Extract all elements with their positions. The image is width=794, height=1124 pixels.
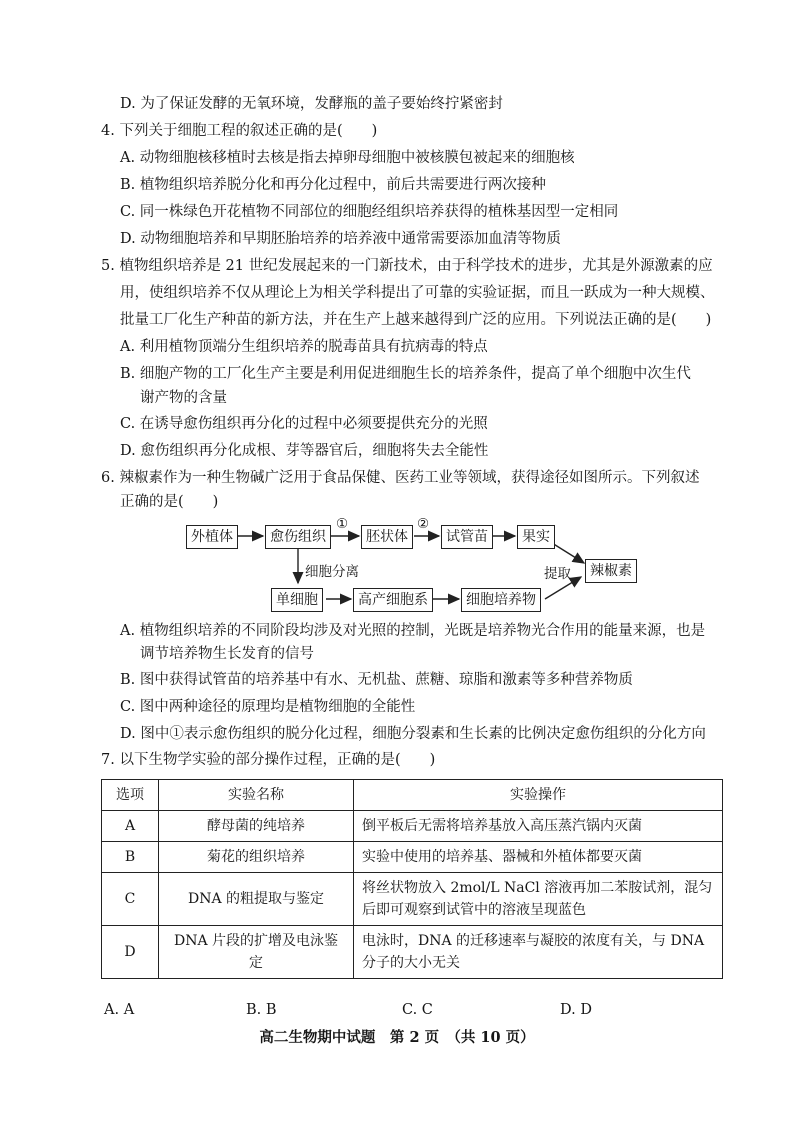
row-operation: 倒平板后无需将培养基放入高压蒸汽锅内灭菌: [354, 811, 723, 842]
header-experiment-operation: 实验操作: [354, 780, 723, 811]
row-experiment-name: DNA 的粗提取与鉴定: [159, 873, 354, 926]
header-experiment-name: 实验名称: [159, 780, 354, 811]
q6-option-a-line2: 调节培养物生长发育的信号: [140, 646, 314, 662]
q5-option-b-line1: B. 细胞产物的工厂化生产主要是利用促进细胞生长的培养条件，提高了单个细胞中次生代: [120, 366, 691, 382]
flow-node-high-yield-line: 高产细胞系: [353, 588, 433, 612]
row-operation: 将丝状物放入 2mol/L NaCl 溶液再加二苯胺试剂，混匀后即可观察到试管中的溶液呈现蓝色: [354, 873, 723, 926]
table-row: [102, 811, 723, 842]
q5-option-a: A. 利用植物顶端分生组织培养的脱毒苗具有抗病毒的特点: [120, 339, 488, 355]
q3-option-d: D. 为了保证发酵的无氧环境，发酵瓶的盖子要始终拧紧密封: [120, 96, 503, 112]
q5-stem-line1: 5. 植物组织培养是 21 世纪发展起来的一门新技术，由于科学技术的进步，尤其是外源激素的应: [101, 258, 713, 274]
row-operation: 电泳时，DNA 的迁移速率与凝胶的浓度有关，与 DNA 分子的大小无关: [354, 926, 723, 979]
row-experiment-name: 菊花的组织培养: [159, 842, 354, 873]
q4-option-a: A. 动物细胞核移植时去核是指去掉卵母细胞中被核膜包被起来的细胞核: [120, 150, 575, 166]
flow-node-cell-culture: 细胞培养物: [461, 588, 541, 612]
q7-choice-a: A. A: [104, 1002, 135, 1018]
q6-option-d: D. 图中①表示愈伤组织的脱分化过程，细胞分裂素和生长素的比例决定愈伤组织的分化方向: [120, 726, 706, 742]
q5-stem-line2: 用，使组织培养不仅从理论上为相关学科提出了可靠的实验证据，而且一跃成为一种大规模、: [120, 285, 715, 301]
flow-step-1-label: ①: [336, 516, 349, 532]
q5-option-b-line2: 谢产物的含量: [140, 390, 227, 406]
flow-node-explant: 外植体: [186, 525, 238, 549]
q7-choice-c: C. C: [402, 1002, 433, 1018]
q7-stem: 7. 以下生物学实验的部分操作过程，正确的是( ): [101, 752, 436, 768]
table-row: [102, 873, 723, 926]
flow-node-embryoid: 胚状体: [361, 525, 413, 549]
experiment-table: [101, 779, 723, 979]
row-option: D: [102, 926, 159, 979]
q4-option-b: B. 植物组织培养脱分化和再分化过程中，前后共需要进行两次接种: [120, 177, 546, 193]
row-experiment-name: 酵母菌的纯培养: [159, 811, 354, 842]
row-option: A: [102, 811, 159, 842]
row-option: B: [102, 842, 159, 873]
row-option: C: [102, 873, 159, 926]
q4-option-c: C. 同一株绿色开花植物不同部位的细胞经组织培养获得的植株基因型一定相同: [120, 204, 619, 220]
flow-node-single-cell: 单细胞: [271, 588, 323, 612]
q7-choice-d: D. D: [560, 1002, 592, 1018]
table-row: [102, 842, 723, 873]
flow-node-plantlet: 试管苗: [441, 525, 493, 549]
row-experiment-name: DNA 片段的扩增及电泳鉴定: [159, 926, 354, 979]
flow-node-fruit: 果实: [517, 525, 555, 549]
flow-extraction-label: 提取: [544, 566, 571, 582]
q7-choice-b: B. B: [246, 1002, 277, 1018]
table-header-row: [102, 780, 723, 811]
flow-step-2-label: ②: [417, 516, 430, 532]
flow-cell-separation-label: 细胞分离: [305, 564, 359, 580]
q6-stem-line1: 6. 辣椒素作为一种生物碱广泛用于食品保健、医药工业等领域，获得途径如图所示。下列叙述: [101, 470, 700, 486]
q6-option-b: B. 图中获得试管苗的培养基中有水、无机盐、蔗糖、琼脂和激素等多种营养物质: [120, 672, 633, 688]
row-operation: 实验中使用的培养基、器械和外植体都要灭菌: [354, 842, 723, 873]
q5-option-c: C. 在诱导愈伤组织再分化的过程中必须要提供充分的光照: [120, 416, 488, 432]
flow-node-capsaicin: 辣椒素: [585, 559, 637, 583]
page-footer: 高二生物期中试题 第 2 页 （共 10 页）: [259, 1029, 535, 1046]
q6-option-a-line1: A. 植物组织培养的不同阶段均涉及对光照的控制，光既是培养物光合作用的能量来源，也是: [120, 623, 706, 639]
q4-option-d: D. 动物细胞培养和早期胚胎培养的培养液中通常需要添加血清等物质: [120, 231, 561, 247]
q6-stem-line2: 正确的是( ): [120, 494, 219, 510]
q4-stem: 4. 下列关于细胞工程的叙述正确的是( ): [101, 123, 378, 139]
q5-option-d: D. 愈伤组织再分化成根、芽等器官后，细胞将失去全能性: [120, 443, 489, 459]
header-option: 选项: [102, 780, 159, 811]
table-row: [102, 926, 723, 979]
q5-stem-line3: 批量工厂化生产种苗的新方法，并在生产上越来越得到广泛的应用。下列说法正确的是( ): [120, 312, 712, 328]
q6-option-c: C. 图中两种途径的原理均是植物细胞的全能性: [120, 699, 416, 715]
flow-node-callus: 愈伤组织: [265, 525, 331, 549]
